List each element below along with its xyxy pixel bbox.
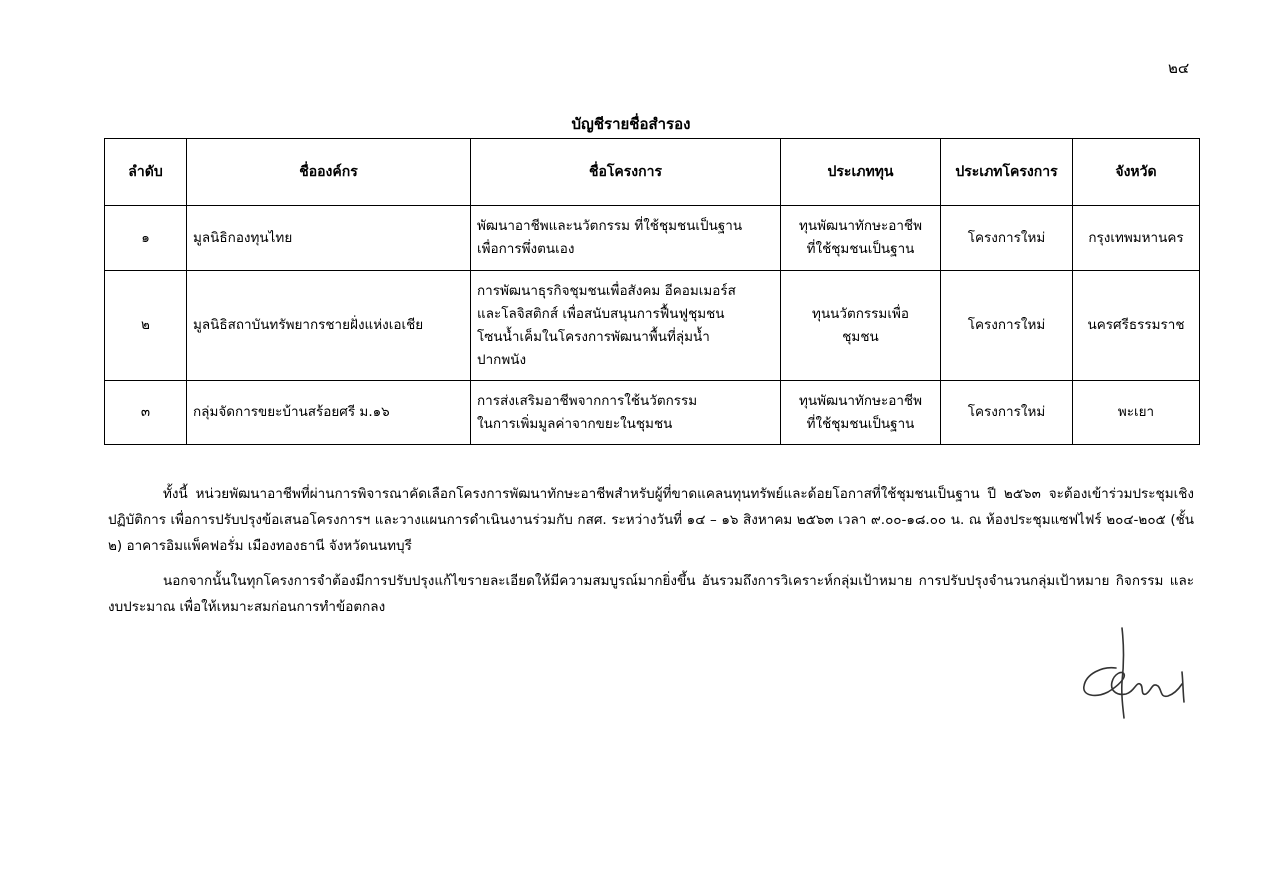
cell-org: มูลนิธิสถาบันทรัพยากรชายฝั่งแห่งเอเชีย bbox=[187, 271, 471, 381]
fund-type-line: ที่ใช้ชุมชนเป็นฐาน bbox=[806, 415, 915, 432]
project-line: พัฒนาอาชีพและนวัตกรรม ที่ใช้ชุมชนเป็นฐาน bbox=[477, 218, 743, 234]
project-line: การส่งเสริมอาชีพจากการใช้นวัตกรรม bbox=[477, 392, 698, 409]
cell-fund-type bbox=[781, 271, 941, 381]
fund-type-line: ที่ใช้ชุมชนเป็นฐาน bbox=[806, 241, 915, 257]
fund-type-line: ทุนนวัตกรรมเพื่อ bbox=[812, 305, 909, 322]
meeting-paragraph: ทั้งนี้ หน่วยพัฒนาอาชีพที่ผ่านการพิจารณาคัดเลือกโครงการพัฒนาทักษะอาชีพสำหรับผู้ที่ขาดแคลนทุนทรัพย์และด้อยโอกาสที่ใช้ชุมชนเป็นฐาน ปี ๒๕๖๓ จะต้องเข้าร่วมประชุมเชิงปฏิบัติการ เพื่อการปรับปรุงข้อเสนอโครงการฯ และวางแผนการดำเนินงานร่วมกับ กสศ. ระหว่างวันที่ ๑๔ – ๑๖ สิงหาคม ๒๕๖๓ เวลา ๙.๐๐-๑๘.๐๐ น. ณ ห้องประชุมแซฟไฟร์ ๒๐๔-๒๐๕ (ชั้น ๒) อาคารอิมแพ็คฟอรั่ม เมืองทองธานี จังหวัดนนทบุรี bbox=[108, 486, 1194, 554]
header-fund-type: ประเภททุน bbox=[781, 139, 941, 206]
header-org: ชื่อองค์กร bbox=[187, 139, 471, 206]
cell-project-type: โครงการใหม่ bbox=[941, 381, 1073, 445]
project-line: และโลจิสติกส์ เพื่อสนับสนุนการฟื้นฟูชุมชน bbox=[477, 305, 725, 322]
header-project: ชื่อโครงการ bbox=[471, 139, 781, 206]
table-header-row bbox=[105, 139, 1200, 206]
fund-type-line: ชุมชน bbox=[842, 328, 879, 345]
project-line: ในการเพิ่มมูลค่าจากขยะในชุมชน bbox=[477, 415, 673, 432]
cell-project-type: โครงการใหม่ bbox=[941, 271, 1073, 381]
header-no: ลำดับ bbox=[105, 139, 187, 206]
fund-type-line: ทุนพัฒนาทักษะอาชีพ bbox=[798, 392, 922, 409]
cell-fund-type bbox=[781, 381, 941, 445]
cell-province: พะเยา bbox=[1073, 381, 1200, 445]
cell-org: กลุ่มจัดการขยะบ้านสร้อยศรี ม.๑๖ bbox=[187, 381, 471, 445]
cell-project bbox=[471, 271, 781, 381]
cell-project bbox=[471, 381, 781, 445]
cell-province: นครศรีธรรมราช bbox=[1073, 271, 1200, 381]
document-title: บัญชีรายชื่อสำรอง bbox=[571, 115, 691, 133]
signature bbox=[1078, 624, 1190, 720]
cell-no: ๓ bbox=[105, 381, 187, 445]
fund-type-line: ทุนพัฒนาทักษะอาชีพ bbox=[798, 218, 922, 234]
table-row bbox=[105, 271, 1200, 381]
cell-fund-type bbox=[781, 206, 941, 271]
cell-no: ๒ bbox=[105, 271, 187, 381]
project-line: โซนน้ำเค็มในโครงการพัฒนาพื้นที่ลุ่มน้ำ bbox=[477, 328, 710, 345]
page-number: ๒๔ bbox=[1168, 59, 1190, 77]
project-line: การพัฒนาธุรกิจชุมชนเพื่อสังคม อีคอมเมอร์ส bbox=[477, 282, 736, 299]
table-row bbox=[105, 381, 1200, 445]
header-project-type: ประเภทโครงการ bbox=[941, 139, 1073, 206]
project-line: เพื่อการพึ่งตนเอง bbox=[477, 241, 575, 257]
header-province: จังหวัด bbox=[1073, 139, 1200, 206]
table-row bbox=[105, 206, 1200, 271]
cell-province: กรุงเทพมหานคร bbox=[1073, 206, 1200, 271]
cell-org: มูลนิธิกองทุนไทย bbox=[187, 206, 471, 271]
cell-project-type: โครงการใหม่ bbox=[941, 206, 1073, 271]
cell-no: ๑ bbox=[105, 206, 187, 271]
revision-paragraph: นอกจากนั้นในทุกโครงการจำต้องมีการปรับปรุงแก้ไขรายละเอียดให้มีความสมบูรณ์มากยิ่งขึ้น อันรวมถึงการวิเคราะห์กลุ่มเป้าหมาย การปรับปรุงจำนวนกลุ่มเป้าหมาย กิจกรรม และงบประมาณ เพื่อให้เหมาะสมก่อนการทำข้อตกลง bbox=[108, 573, 1194, 615]
reserve-list-table bbox=[104, 138, 1200, 445]
cell-project bbox=[471, 206, 781, 271]
project-line: ปากพนัง bbox=[477, 351, 527, 368]
